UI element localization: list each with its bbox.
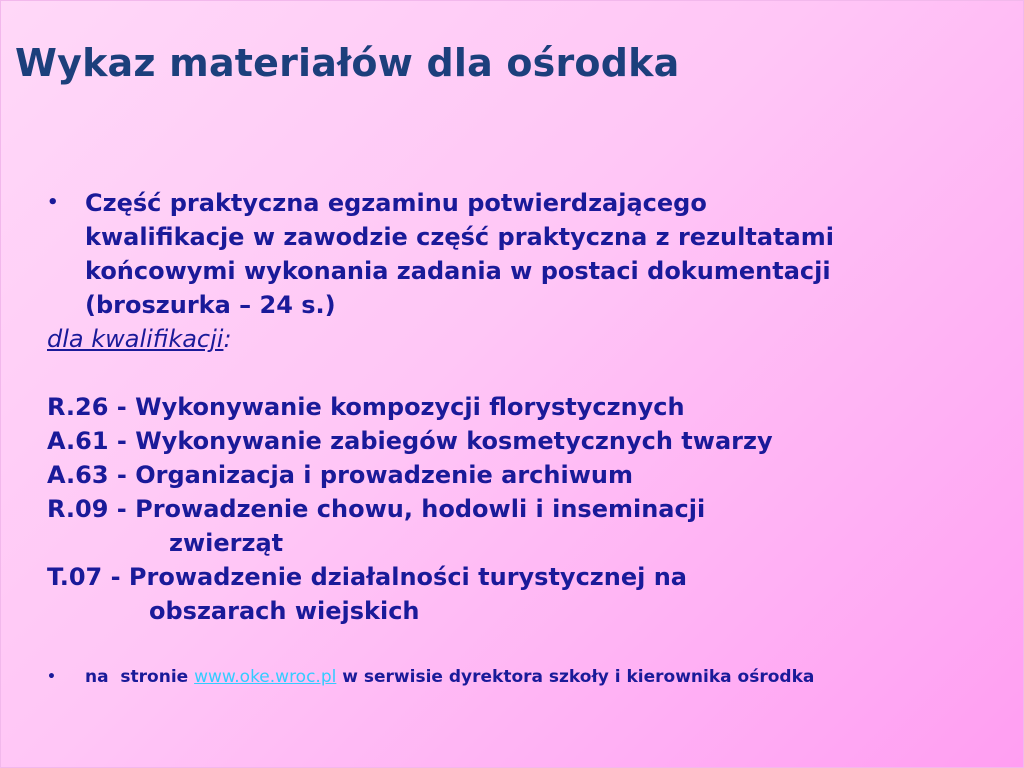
spacer <box>47 356 1007 390</box>
qualification-item-r26: R.26 - Wykonywanie kompozycji florystycznych <box>47 393 685 421</box>
qualification-item-r09: R.09 - Prowadzenie chowu, hodowli i inseminacji <box>47 495 706 523</box>
exam-description-line-4: (broszurka – 24 s.) <box>85 291 336 319</box>
qualifications-heading-text: dla kwalifikacji <box>47 325 224 353</box>
qualification-item-a61: A.61 - Wykonywanie zabiegów kosmetycznych twarzy <box>47 427 773 455</box>
website-info-item <box>47 665 1007 689</box>
qualification-item-r09-continuation: zwierząt <box>169 529 284 557</box>
bullet-icon: • <box>47 669 56 685</box>
qualification-item-a63: A.63 - Organizacja i prowadzenie archiwum <box>47 461 633 489</box>
slide-title: Wykaz materiałów dla ośrodka <box>15 41 680 85</box>
oke-website-link[interactable]: www.oke.wroc.pl <box>194 667 337 687</box>
bullet-exam-description <box>47 186 1007 322</box>
qualification-item-t07: T.07 - Prowadzenie działalności turystycznej na <box>47 563 687 591</box>
qualification-item-t07-continuation: obszarach wiejskich <box>149 597 420 625</box>
bullet-icon: • <box>47 192 59 213</box>
website-info-suffix: w serwisie dyrektora szkoły i kierownika ośrodka <box>336 667 815 687</box>
exam-description-line-3: końcowymi wykonania zadania w postaci dokumentacji <box>85 257 831 285</box>
qualifications-heading-colon: : <box>223 325 232 353</box>
website-info-prefix: na stronie <box>85 667 195 687</box>
exam-description-line-1: Część praktyczna egzaminu potwierdzającego <box>85 189 707 217</box>
slide-content <box>47 186 1007 628</box>
exam-description-line-2: kwalifikacje w zawodzie część praktyczna z rezultatami <box>85 223 834 251</box>
bullet-website-info <box>47 665 1007 689</box>
qualifications-heading <box>47 322 1007 356</box>
